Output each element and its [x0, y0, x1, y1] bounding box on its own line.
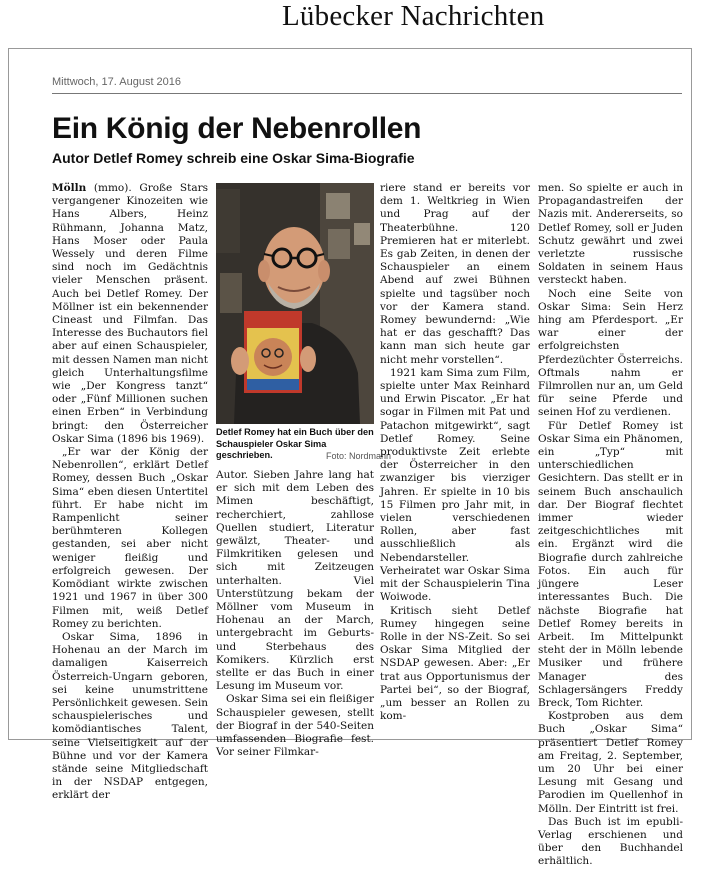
article-author-abbr: (mmo).	[93, 182, 132, 194]
article-paragraph	[52, 182, 208, 446]
article-paragraph-text: Große Stars vergangener Kinozeiten wie Hans Albers, Heinz Rühmann, Johanna Matz, Hans Moser oder Paula Wessely und deren Filme sind noch im Gedächtnis vieler Menschen präsent. Auch bei Detlef Romey. Der Möllner ist ein bekennender Cineast und Filmfan. Das Interesse des Buchautors fiel aber auf einen Schauspieler, mit dessen Namen man nicht gleich Unterhaltungsfilme wie „Der Kongress tanzt“ oder „Fünf Millionen suchen einen Erben“ in Verbindung bringt: den Österreicher Oskar Sima (1896 bis 1969).	[52, 182, 208, 445]
article-column-2	[216, 469, 374, 759]
article-paragraph: Noch eine Seite von Oskar Sima: Sein Herz hing am Pferdesport. „Er war einer der erfolgreichsten Pferdezüchter Österreichs. Oftmals nahm er Filmrollen nur an, um Geld für seine Pferde und seinen Hof zu verdienen.	[538, 287, 683, 419]
article-paragraph: riere stand er bereits vor dem 1. Weltkrieg in Wien und Prag auf der Theaterbühne. 120 Premieren hat er miterlebt. Es gab Zeiten, in denen der Schauspieler an einem Abend auf zwei Bühnen spielte und tagsüber noch vor der Kamera stand. Romey bewundernd: „Wie hat er das geschafft? Das kann man sich heute gar nicht mehr vorstellen“.	[380, 182, 530, 366]
photo-credit: Foto: Nordmann	[326, 451, 392, 461]
article-paragraph: Für Detlef Romey ist Oskar Sima ein Phänomen, ein „Typ“ mit unterschiedlichen Gesichtern. Das stellt er in seinem Buch anschaulich dar. Der Biograf flechtet immer wieder zeitgeschichtliches mit ein. Ergänzt wird die Biografie durch zahlreiche Fotos. Ein auch für jüngere Leser interessantes Buch. Die nächste Biografie hat Detlef Romey bereits in Arbeit. Im Mittelpunkt steht der in Mölln lebende Musiker und frühere Manager des Schlagersängers Freddy Breck, Tom Richter.	[538, 419, 683, 709]
article-paragraph: Kostproben aus dem Buch „Oskar Sima“ präsentiert Detlef Romey am Freitag, 2. September, um 20 Uhr bei einer Lesung mit Gesang und Parodien im Quellenhof in Mölln. Der Eintritt ist frei.	[538, 710, 683, 815]
article-column-3	[380, 182, 530, 727]
newspaper-masthead: Lübecker Nachrichten	[282, 0, 545, 32]
article-paragraph: 1921 kam Sima zum Film, spielte unter Max Reinhard und Erwin Piscator. „Er hat sogar in Filmen mit Pat und Patachon mitgewirkt“, sagt Detlef Romey. Seine produktivste Zeit erlebte der Österreicher in den zwanziger bis vierziger Jahren. Er spielte in 10 bis 15 Filmen pro Jahr mit, in vielen verschiedenen Rollen, aber fast ausschließlich als Nebendarsteller. Verheiratet war Oskar Sima mit der Schauspielerin Tina Woiwode.	[380, 366, 530, 604]
photo-caption: Detlef Romey hat ein Buch über den Schauspieler Oskar Sima geschrieben.	[216, 427, 374, 460]
article-paragraph: „Er war der König der Nebenrollen“, erklärt Detlef Romey, dessen Buch „Oskar Sima“ eben diesen Untertitel führt. Er habe nicht im Rampenlicht seiner berühmteren Kollegen gestanden, sei aber nicht weniger fleißig und erfolgreich gewesen. Der Komödiant wirkte zwischen 1921 und 1967 in über 300 Filmen mit, weiß Detlef Romey zu berichten.	[52, 446, 208, 630]
article-column-4	[538, 182, 683, 868]
article-paragraph: Kritisch sieht Detlef Rumey hingegen seine Rolle in der NS-Zeit. So sei Oskar Sima Mitglied der NSDAP gewesen. Aber: „Er trat aus Opportunismus der Partei bei“, so der Biograf, „um besser an Rollen zu kom-	[380, 604, 530, 723]
article-headline: Ein König der Nebenrollen	[52, 112, 422, 145]
article-subheadline: Autor Detlef Romey schreib eine Oskar Sima-Biografie	[52, 150, 415, 166]
article-paragraph: Das Buch ist im epubli-Verlag erschienen und über den Buchhandel erhältlich.	[538, 815, 683, 868]
dateline-divider	[52, 93, 682, 94]
article-place: Mölln	[52, 182, 87, 194]
article-paragraph: Oskar Sima sei ein fleißiger Schauspieler gewesen, stellt der Biograf in der 540-Seiten umfassenden Biografie fest. Vor seiner Filmkar-	[216, 693, 374, 759]
article-photo	[216, 183, 374, 424]
article-column-1	[52, 182, 208, 802]
article-paragraph: Autor. Sieben Jahre lang hat er sich mit dem Leben des Mimen beschäftigt, recherchiert, zahllose Quellen studiert, Literatur gewälzt, Theater- und Filmkritiken gelesen und sich mit Zeitzeugen unterhalten. Viel Unterstützung bekam der Möllner vom Museum in Hohenau an der March, untergebracht im Geburts- und Sterbehaus des Komikers. Kürzlich erst stellte er das Buch in einer Lesung im Museum vor.	[216, 469, 374, 693]
article-dateline: Mittwoch, 17. August 2016	[52, 76, 182, 88]
article-paragraph: men. So spielte er auch in Propagandastreifen der Nazis mit. Andererseits, so Detlef Romey, soll er Juden Schutz gewährt und zwei verletzte russische Soldaten in seinem Haus versteckt haben.	[538, 182, 683, 287]
article-paragraph: Oskar Sima, 1896 in Hohenau an der March im damaligen Kaiserreich Österreich-Ungarn geboren, sei keine unumstrittene Persönlichkeit gewesen. Sein schauspielerisches und komödiantisches Talent, seine Vielseitigkeit auf der Bühne und vor der Kamera stände seine Mitgliedschaft in der NSDAP entgegen, erklärt der	[52, 630, 208, 802]
photo-illustration	[216, 183, 374, 424]
